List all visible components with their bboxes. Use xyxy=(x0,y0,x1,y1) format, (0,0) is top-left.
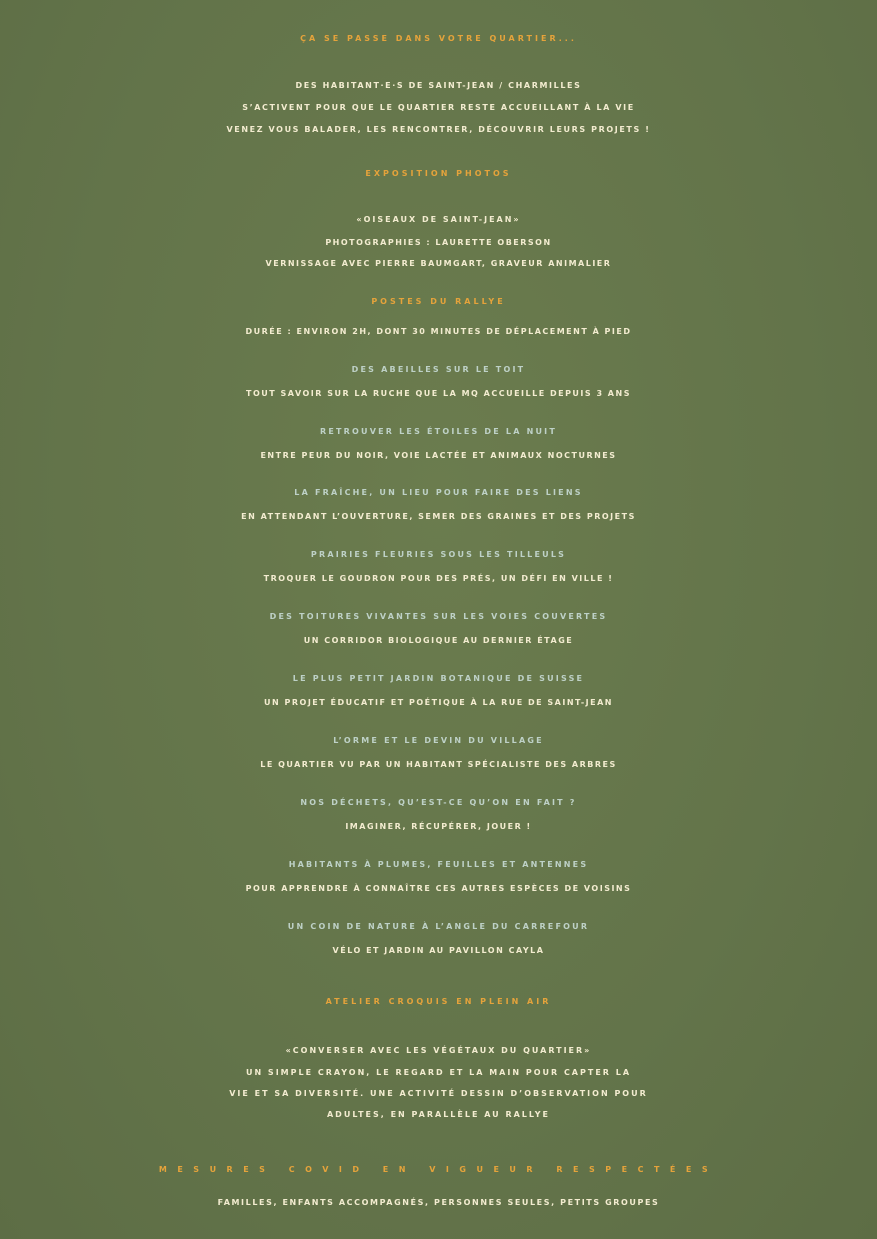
exposition-photographer: PHOTOGRAPHIES : LAURETTE OBERSON xyxy=(325,238,552,247)
post-desc: TOUT SAVOIR SUR LA RUCHE QUE LA MQ ACCUEILLE DEPUIS 3 ANS xyxy=(246,389,631,398)
post-title: RETROUVER LES ÉTOILES DE LA NUIT xyxy=(319,427,558,436)
atelier-desc-line-2: VIE ET SA DIVERSITÉ. UNE ACTIVITÉ DESSIN D’OBSERVATION POUR xyxy=(229,1089,648,1098)
covid-notice: MESURES COVID EN VIGUEUR RESPECTÉES xyxy=(158,1165,719,1174)
post-desc: VÉLO ET JARDIN AU PAVILLON CAYLA xyxy=(332,946,545,955)
post-title: DES ABEILLES SUR LE TOIT xyxy=(351,365,526,374)
post-desc: LE QUARTIER VU PAR UN HABITANT SPÉCIALISTE DES ARBRES xyxy=(260,760,617,769)
post-title: LA FRAÎCHE, UN LIEU POUR FAIRE DES LIENS xyxy=(294,488,583,497)
post-title: L’ORME ET LE DEVIN DU VILLAGE xyxy=(333,736,544,745)
atelier-desc-line-3: ADULTES, EN PARALLÈLE AU RALLYE xyxy=(326,1110,551,1119)
atelier-desc-line-1: UN SIMPLE CRAYON, LE REGARD ET LA MAIN POUR CAPTER LA xyxy=(245,1068,632,1077)
post-title: HABITANTS À PLUMES, FEUILLES ET ANTENNES xyxy=(288,860,589,869)
atelier-name: «CONVERSER AVEC LES VÉGÉTAUX DU QUARTIER» xyxy=(285,1046,592,1055)
intro-line-2: S’ACTIVENT POUR QUE LE QUARTIER RESTE ACCUEILLANT À LA VIE xyxy=(242,103,635,112)
post-title: NOS DÉCHETS, QU’EST-CE QU’ON EN FAIT ? xyxy=(300,798,577,807)
atelier-title: ATELIER CROQUIS EN PLEIN AIR xyxy=(325,997,552,1006)
post-title: UN COIN DE NATURE À L’ANGLE DU CARREFOUR xyxy=(287,922,590,931)
post-desc: POUR APPRENDRE À CONNAÎTRE CES AUTRES ESPÈCES DE VOISINS xyxy=(245,884,632,893)
rallye-duration: DURÉE : ENVIRON 2H, DONT 30 MINUTES DE DÉPLACEMENT À PIED xyxy=(245,327,632,336)
intro-line-1: DES HABITANT·E·S DE SAINT-JEAN / CHARMILLES xyxy=(295,81,582,90)
post-desc: EN ATTENDANT L’OUVERTURE, SEMER DES GRAINES ET DES PROJETS xyxy=(241,512,636,521)
exposition-vernissage: VERNISSAGE AVEC PIERRE BAUMGART, GRAVEUR ANIMALIER xyxy=(265,259,612,268)
post-title: PRAIRIES FLEURIES SOUS LES TILLEULS xyxy=(310,550,567,559)
audience-line: FAMILLES, ENFANTS ACCOMPAGNÉS, PERSONNES SEULES, PETITS GROUPES xyxy=(217,1198,660,1207)
post-desc: ENTRE PEUR DU NOIR, VOIE LACTÉE ET ANIMAUX NOCTURNES xyxy=(260,451,617,460)
exposition-title: EXPOSITION PHOTOS xyxy=(365,169,512,178)
intro-line-3: VENEZ VOUS BALADER, LES RENCONTRER, DÉCOUVRIR LEURS PROJETS ! xyxy=(226,125,651,134)
post-title: DES TOITURES VIVANTES SUR LES VOIES COUVERTES xyxy=(269,612,608,621)
post-title: LE PLUS PETIT JARDIN BOTANIQUE DE SUISSE xyxy=(292,674,585,683)
rallye-title: POSTES DU RALLYE xyxy=(371,297,506,306)
post-desc: IMAGINER, RÉCUPÉRER, JOUER ! xyxy=(345,822,532,831)
exposition-name: «OISEAUX DE SAINT-JEAN» xyxy=(356,215,521,224)
page-title: ÇA SE PASSE DANS VOTRE QUARTIER... xyxy=(300,34,577,43)
post-desc: TROQUER LE GOUDRON POUR DES PRÉS, UN DÉFI EN VILLE ! xyxy=(263,574,614,583)
post-desc: UN PROJET ÉDUCATIF ET POÉTIQUE À LA RUE DE SAINT-JEAN xyxy=(264,698,613,707)
post-desc: UN CORRIDOR BIOLOGIQUE AU DERNIER ÉTAGE xyxy=(303,636,574,645)
